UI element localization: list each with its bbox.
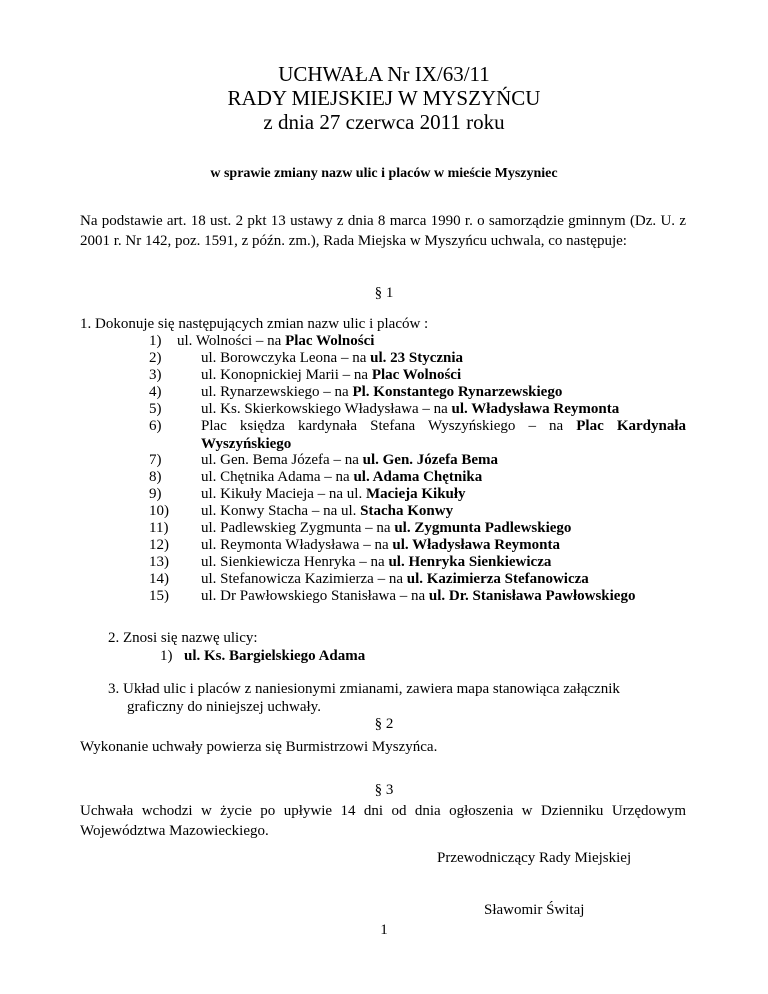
section-3-text: Uchwała wchodzi w życie po upływie 14 dni od dnia ogłoszenia w Dzienniku Urzędowym Województwa Mazowieckiego. [80, 803, 686, 839]
document-page: UCHWAŁA Nr IX/63/11 RADY MIEJSKIEJ W MYSZYŃCU z dnia 27 czerwca 2011 roku w sprawie zmiany nazw ulic i placów w mieście Myszyniec Na podstawie art. 18 ust. 2 pkt 13 ustawy z dnia 8 marca 1990 r. o samorządzie gminnym (Dz. U. z 2001 r. Nr 142, poz. 1591, z późn. zm.), Rada Miejska w Myszyńcu uchwala, co następuje: § 1 1. Dokonuje się następujących zmian nazw ulic i placów : 1) ul. Wolności – na Plac Wolności 2) ul. Borowczyka Leona – na ul. 23 Stycznia 3) ul. Konopnickiej Marii – na Plac Wolności 4) ul. Rynarzewskiego – na Pl. Konstantego Rynarzewskiego 5) ul. Ks. Skierkowskiego Władysława – na ul. Władysława Reymonta 6) Plac księdza kardynała Stefana Wyszyńskiego – na Plac Kardynała Wyszyńskiego 7) ul. Gen. Bema Józefa – na ul. Gen. Józefa Bema 8) ul. Chętnika Adama – na ul. Adama Chętnika 9) ul. Kikuły Macieja – na ul. Macieja Kikuły 10) ul. Konwy Stacha – na ul. Stacha Konwy 11) ul. Padlewskieg Zygmunta – na ul. Zygmunta Padlewskiego 12) ul. Reymonta Władysława – na ul. Władysława Reymonta 13) ul. Sienkiewicza Henryka – na ul. Henryka Sienkiewicza 14) ul. Stefanowicza Kazimierza – na ul. Kazimierza Stefanowicza 15) ul. Dr Pawłowskiego Stanisława – na ul. Dr. Stanisława Pawłowskiego 2. Znosi się nazwę ulicy: 1) ul. Ks. Bargielskiego Adama 3. Układ ulic i placów z naniesionymi zmianami, zawiera mapa stanowiąca załącznik graficzny do niniejszej uchwały. § 2 Wykonanie uchwały powierza się Burmistrzowi Myszyńca. § 3 Uchwała wchodzi w życie po upływie 14 dni od dnia ogłoszenia w Dzienniku Urzędowym Województwa Mazowieckiego. Przewodniczący Rady Miejskiej Sławomir Świtaj 1 [0, 0, 768, 994]
street-changes-list: 1) ul. Wolności – na Plac Wolności 2) ul. Borowczyka Leona – na ul. 23 Stycznia 3) ul. Konopnickiej Marii – na Plac Wolności 4) ul. Rynarzewskiego – na Pl. Konstantego Rynarzewskiego 5) ul. Ks. Skierkowskiego Władysława – na ul. Władysława Reymonta 6) Plac księdza kardynała Stefana Wyszyńskiego – na Plac Kardynała Wyszyńskiego 7) ul. Gen. Bema Józefa – na ul. Gen. Józefa Bema 8) ul. Chętnika Adama – na ul. Adama Chętnika 9) ul. Kikuły Macieja – na ul. Macieja Kikuły 10) ul. Konwy Stacha – na ul. Stacha Konwy 11) ul. Padlewskieg Zygmunta – na ul. Zygmunta Padlewskiego 12) ul. Reymonta Władysława – na ul. Władysława Reymonta 13) ul. Sienkiewicza Henryka – na ul. Henryka Sienkiewicza 14) ul. Stefanowicza Kazimierza – na ul. Kazimierza Stefanowicza 15) ul. Dr Pawłowskiego Stanisława – na ul. Dr. Stanisława Pawłowskiego [149, 333, 687, 604]
section-2-text: Wykonanie uchwały powierza się Burmistrzowi Myszyńca. [80, 739, 438, 755]
section-3-heading: § 3 [374, 782, 394, 798]
preamble: Na podstawie art. 18 ust. 2 pkt 13 ustawy z dnia 8 marca 1990 r. o samorządzie gminnym (Dz. U. z 2001 r. Nr 142, poz. 1591, z późn. zm.), Rada Miejska w Myszyńcu uchwala, co następuje: [80, 213, 686, 249]
item-1-intro: 1. Dokonuje się następujących zmian nazw ulic i placów : [80, 316, 429, 332]
resolution-date: z dnia 27 czerwca 2011 roku [263, 110, 505, 134]
resolution-number: UCHWAŁA Nr IX/63/11 [278, 62, 490, 86]
item-3-text: 3. Układ ulic i placów z naniesionymi zmianami, zawiera mapa stanowiąca załącznik [108, 681, 620, 697]
resolution-subject: w sprawie zmiany nazw ulic i placów w mieście Myszyniec [210, 166, 558, 181]
council-name: RADY MIEJSKIEJ W MYSZYŃCU [227, 86, 541, 110]
item-2-intro: 2. Znosi się nazwę ulicy: [108, 630, 258, 646]
section-2-heading: § 2 [374, 716, 394, 732]
signatory-name: Sławomir Świtaj [484, 902, 585, 918]
section-1-heading: § 1 [374, 285, 394, 301]
item-3-text-continued: graficzny do niniejszej uchwały. [127, 699, 321, 715]
signatory-role: Przewodniczący Rady Miejskiej [437, 850, 632, 866]
page-number: 1 [380, 922, 388, 938]
